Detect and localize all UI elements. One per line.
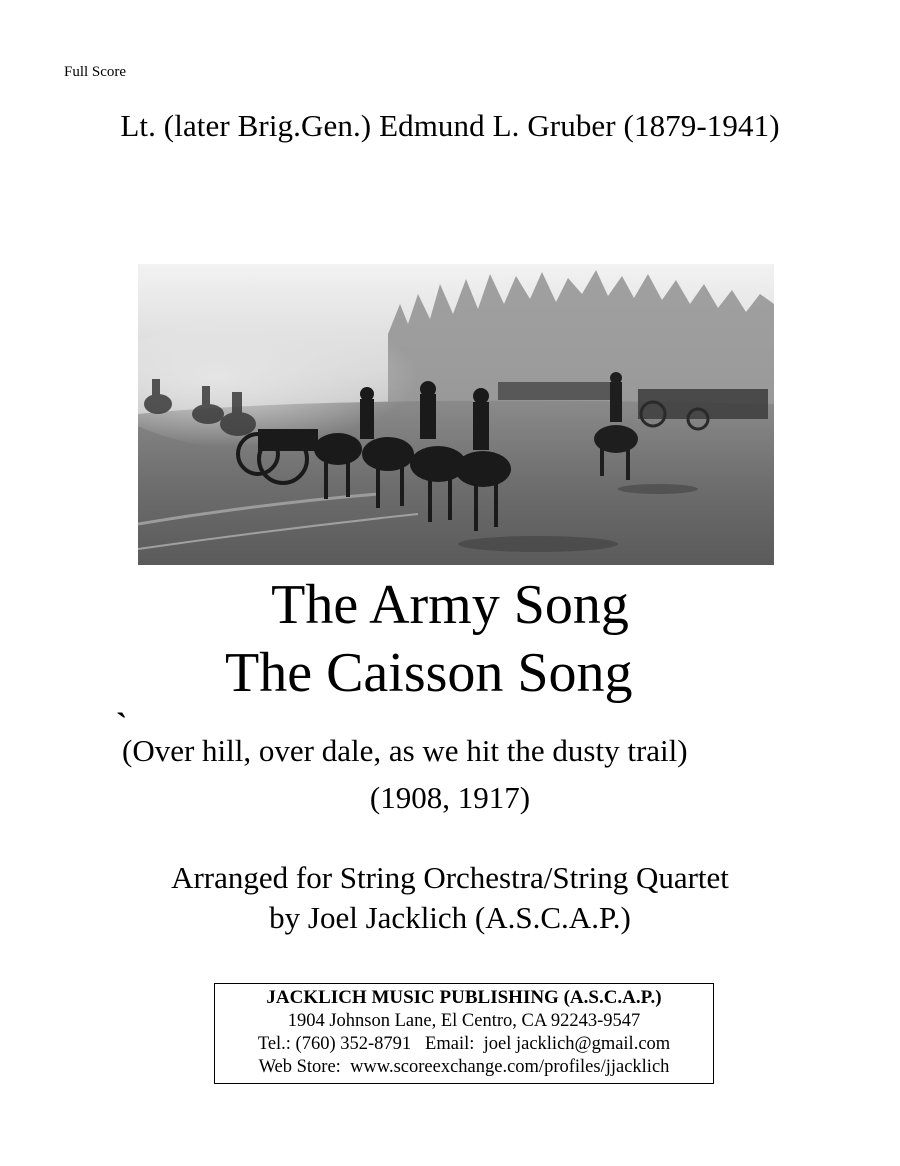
publisher-name: JACKLICH MUSIC PUBLISHING (A.S.C.A.P.) [266,987,662,1008]
cover-photo [138,264,774,565]
arrangement-line-1: Arranged for String Orchestra/String Quartet [171,860,729,895]
subtitle-lyric: (Over hill, over dale, as we hit the dusty trail) [122,733,688,768]
stray-tick-mark: ` [116,707,128,744]
publisher-contact: Tel.: (760) 352-8791 Email: joel jacklich@gmail.com [257,1034,671,1054]
publisher-box [214,983,714,1084]
composer-credit: Lt. (later Brig.Gen.) Edmund L. Gruber (1879-1941) [120,108,780,143]
publisher-web: Web Store: www.scoreexchange.com/profiles/jjacklich [258,1057,670,1077]
title-line-1: The Army Song [271,574,629,636]
arrangement-line-2: by Joel Jacklich (A.S.C.A.P.) [269,900,631,935]
title-line-2: The Caisson Song [225,642,633,704]
photo-caissons-horses-icon [138,264,774,565]
score-type-label: Full Score [64,64,127,80]
publisher-address: 1904 Johnson Lane, El Centro, CA 92243-9547 [287,1011,641,1031]
composition-years: (1908, 1917) [369,780,531,815]
